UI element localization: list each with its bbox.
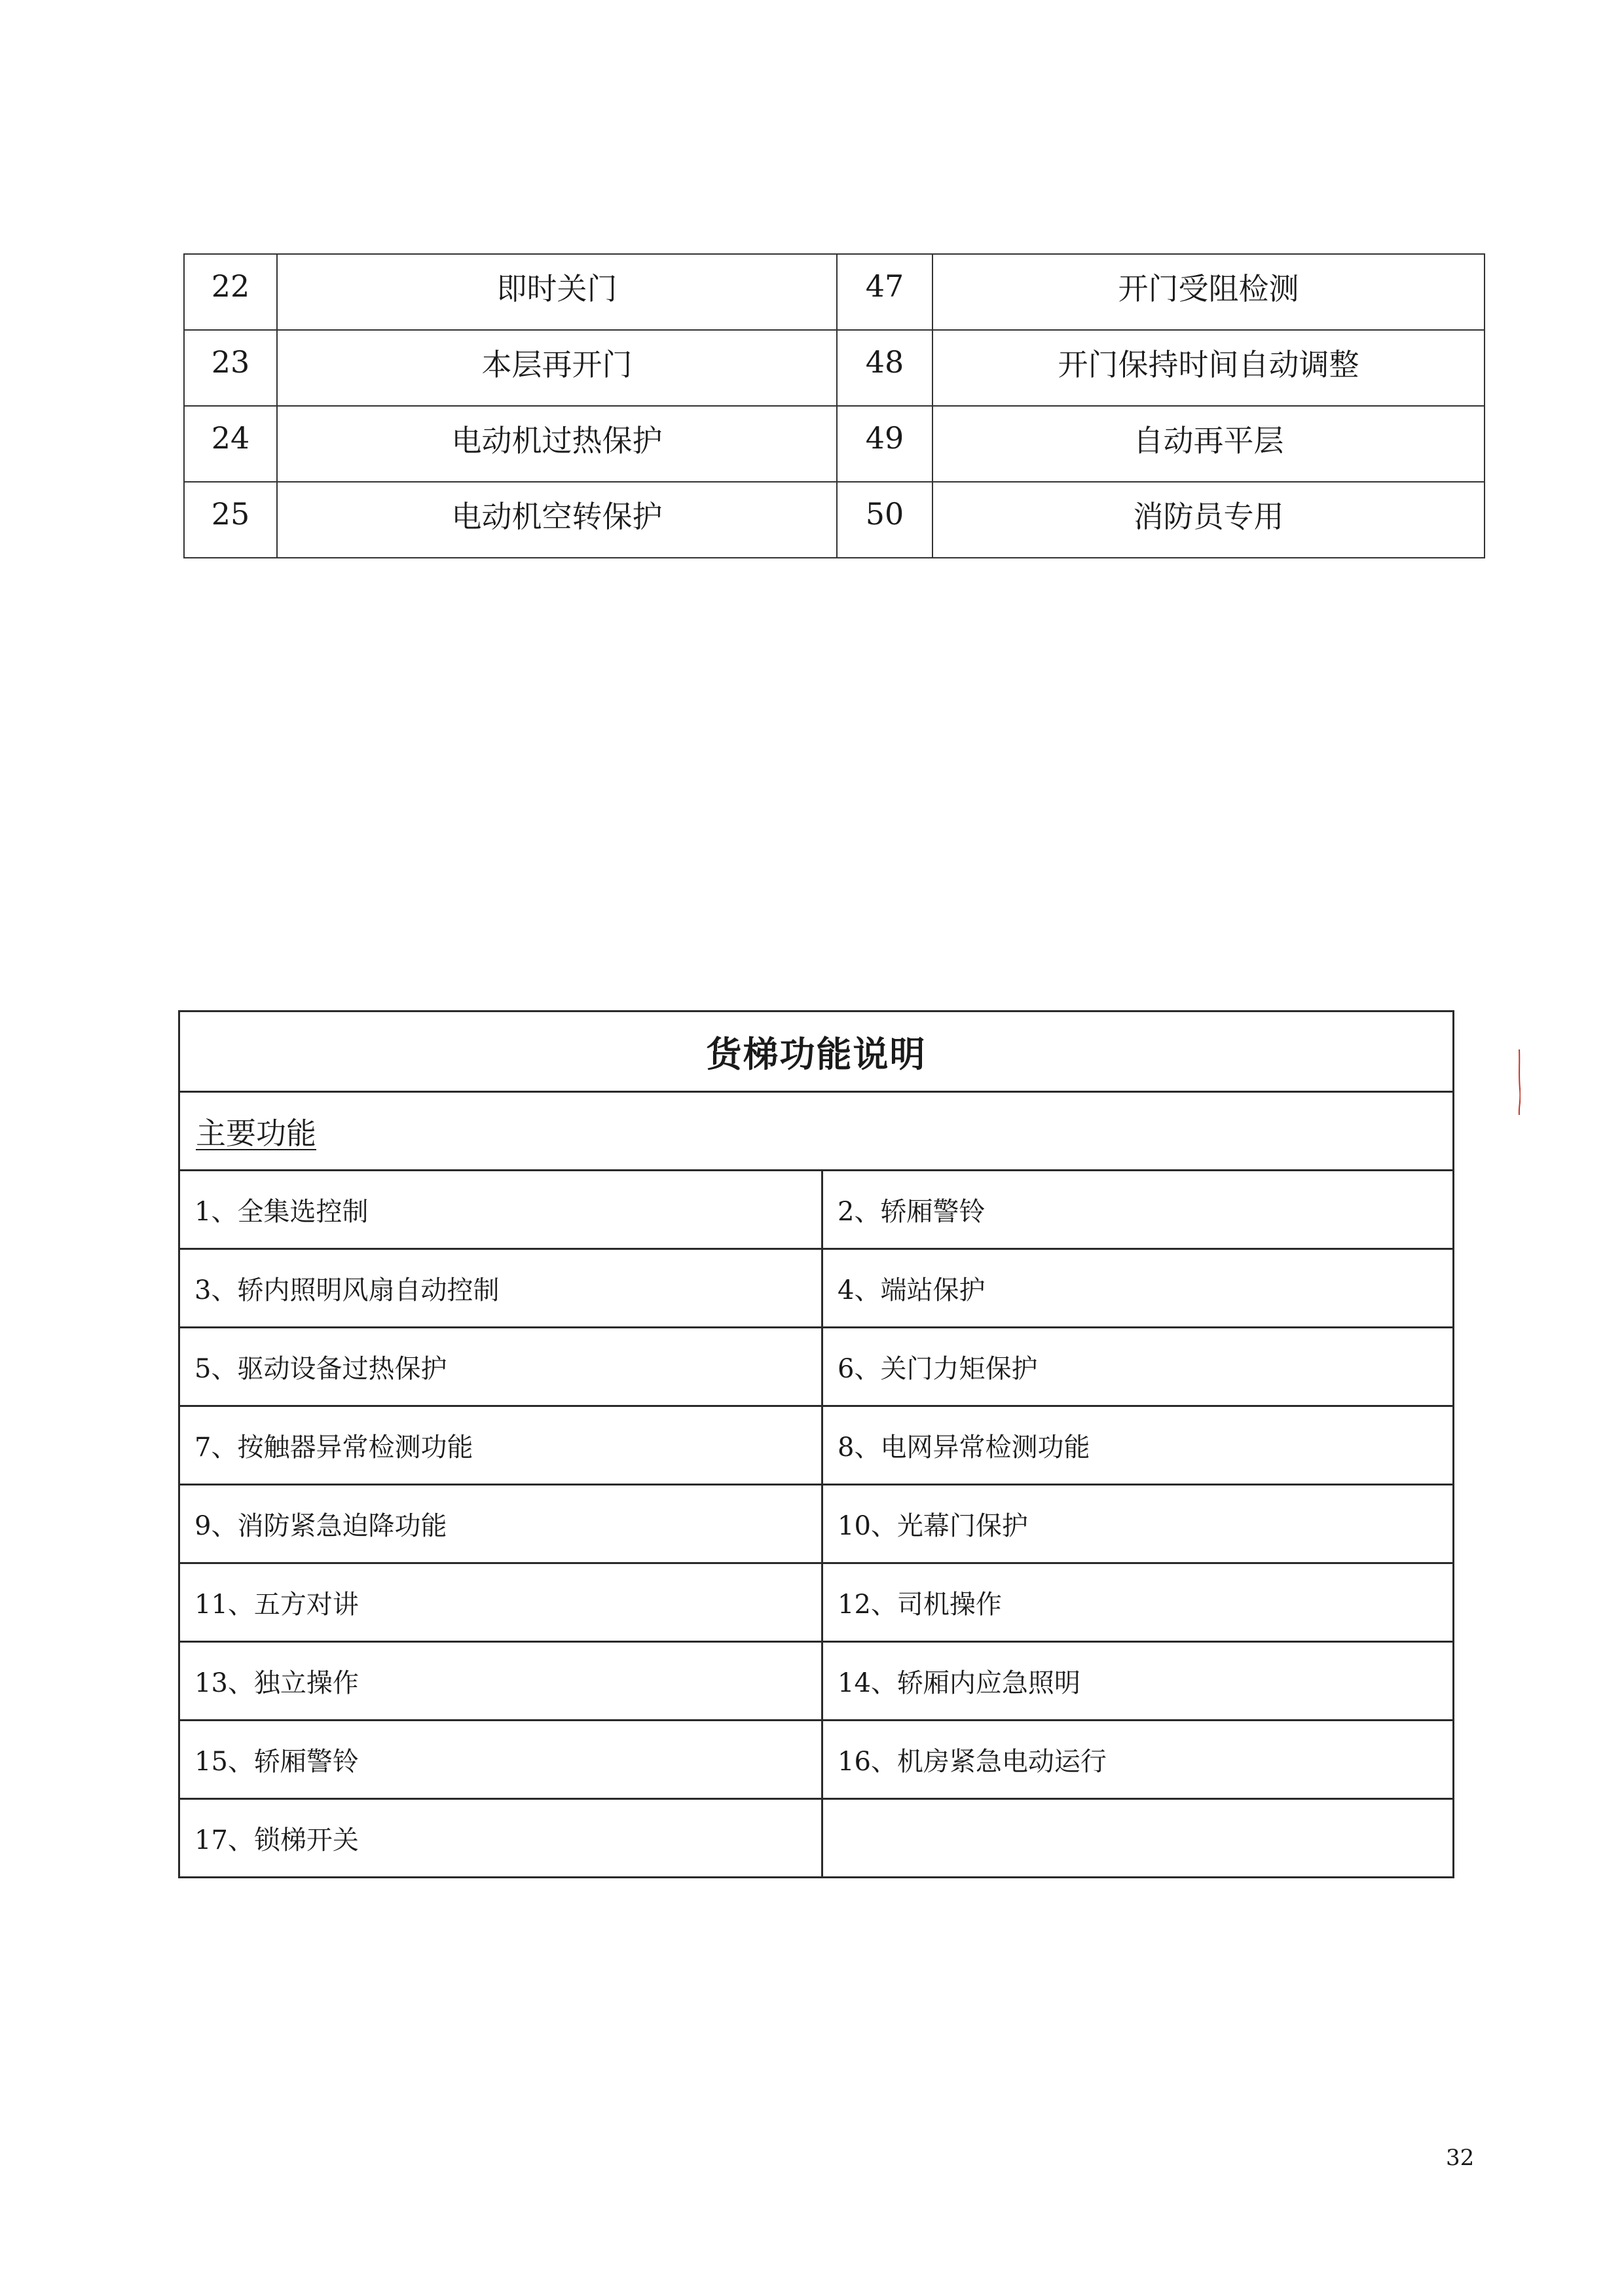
feature-number: 47: [837, 254, 932, 330]
function-item: 14、轿厢内应急照明: [822, 1642, 1454, 1721]
binding-mark-stroke: [1519, 1049, 1521, 1115]
function-item: 7、按触器异常检测功能: [179, 1406, 822, 1485]
table-title: 货梯功能说明: [179, 1011, 1454, 1092]
feature-list-table: [183, 253, 1485, 558]
table-row: [179, 1799, 1454, 1878]
feature-name: 电动机过热保护: [277, 406, 837, 482]
table-row: [179, 1249, 1454, 1328]
feature-number: 48: [837, 330, 932, 406]
feature-number: 50: [837, 482, 932, 558]
feature-name: 消防员专用: [932, 482, 1485, 558]
function-item: 4、端站保护: [822, 1249, 1454, 1328]
feature-name: 开门受阻检测: [932, 254, 1485, 330]
function-item: 1、全集选控制: [179, 1171, 822, 1249]
feature-name: 自动再平层: [932, 406, 1485, 482]
table-row: [184, 406, 1485, 482]
binding-mark-icon: [1518, 1049, 1521, 1115]
table-row: [179, 1171, 1454, 1249]
function-item: 12、司机操作: [822, 1563, 1454, 1642]
table-row: [179, 1721, 1454, 1799]
feature-name: 即时关门: [277, 254, 837, 330]
feature-name: 电动机空转保护: [277, 482, 837, 558]
feature-number: 24: [184, 406, 277, 482]
function-item: 6、关门力矩保护: [822, 1328, 1454, 1406]
freight-elevator-functions-table: [178, 1010, 1454, 1878]
function-item: 15、轿厢警铃: [179, 1721, 822, 1799]
section-heading-cell: [179, 1092, 1454, 1171]
feature-number: 49: [837, 406, 932, 482]
function-item: 17、锁梯开关: [179, 1799, 822, 1878]
feature-number: 25: [184, 482, 277, 558]
empty-cell: [822, 1799, 1454, 1878]
function-item: 5、驱动设备过热保护: [179, 1328, 822, 1406]
feature-name: 开门保持时间自动调整: [932, 330, 1485, 406]
table-row: [179, 1642, 1454, 1721]
section-row: [179, 1092, 1454, 1171]
feature-number: 23: [184, 330, 277, 406]
table-row: [179, 1563, 1454, 1642]
function-item: 8、电网异常检测功能: [822, 1406, 1454, 1485]
function-item: 3、轿内照明风扇自动控制: [179, 1249, 822, 1328]
table-row: [184, 254, 1485, 330]
feature-name: 本层再开门: [277, 330, 837, 406]
table-row: [179, 1328, 1454, 1406]
function-item: 9、消防紧急迫降功能: [179, 1485, 822, 1563]
table-row: [184, 482, 1485, 558]
function-item: 11、五方对讲: [179, 1563, 822, 1642]
table-row: [179, 1406, 1454, 1485]
section-heading: 主要功能: [196, 1115, 316, 1151]
table-row: [179, 1485, 1454, 1563]
function-item: 2、轿厢警铃: [822, 1171, 1454, 1249]
function-item: 10、光幕门保护: [822, 1485, 1454, 1563]
function-item: 16、机房紧急电动运行: [822, 1721, 1454, 1799]
function-item: 13、独立操作: [179, 1642, 822, 1721]
table-row: [184, 330, 1485, 406]
table-title-row: [179, 1011, 1454, 1092]
feature-number: 22: [184, 254, 277, 330]
page-number: 32: [1446, 2145, 1475, 2171]
